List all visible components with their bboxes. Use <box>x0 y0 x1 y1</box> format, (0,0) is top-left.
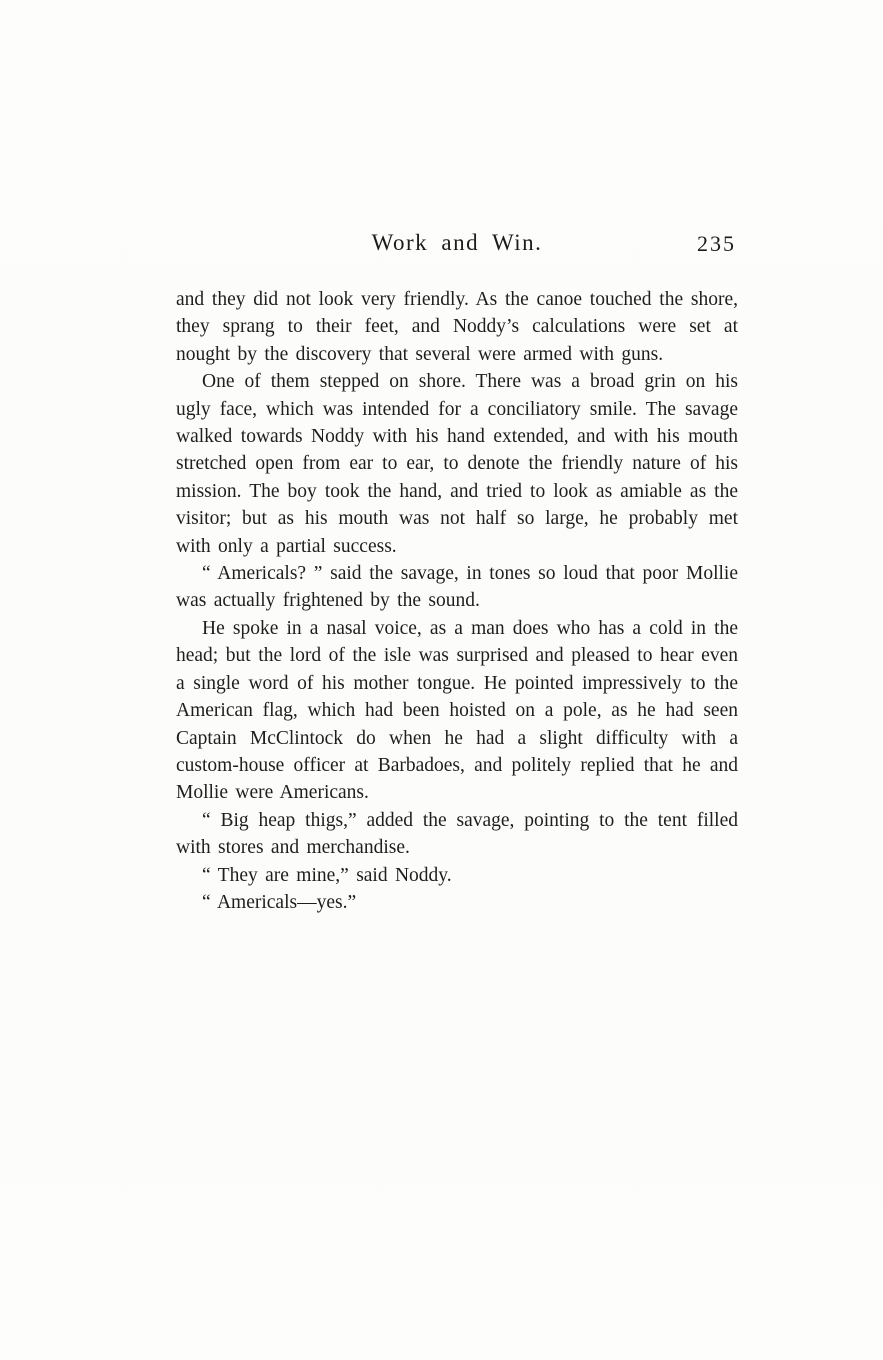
page-body <box>176 286 738 916</box>
paragraph: “ They are mine,” said Noddy. <box>202 864 452 886</box>
running-title: Work and Win. <box>371 230 543 255</box>
paragraph: One of them stepped on shore. There was a broad grin on his ugly face, which was intended for a conciliatory smile. The savage walked towards Noddy with his hand extended, and with his mouth stretched open from ear to ear, to denote the friendly nature of his mission. The boy took the hand, and tried to look as amiable as the visitor; but as his mouth was not half so large, he probably met with only a partial success. <box>176 371 738 557</box>
paragraph: “ Americals—yes.” <box>202 891 357 913</box>
page-header <box>176 230 738 264</box>
paragraph: “ Big heap thigs,” added the savage, pointing to the tent filled with stores and merchandise. <box>176 809 738 859</box>
page-number: 235 <box>697 231 736 256</box>
paragraph: “ Americals? ” said the savage, in tones so loud that poor Mollie was actually frightened by the sound. <box>176 563 738 612</box>
paragraph: He spoke in a nasal voice, as a man does who has a cold in the head; but the lord of the isle was surprised and pleased to hear even a single word of his mother tongue. He pointed impressively to the American flag, which had been hoisted on a pole, as he had seen Captain McClintock do when he had a slight difficulty with a custom-house officer at Barbadoes, and politely replied that he and Mollie were Americans. <box>176 617 738 804</box>
text-column <box>176 230 738 916</box>
paragraph: and they did not look very friendly. As the canoe touched the shore, they sprang to their feet, and Noddy’s calculations were set at nought by the discovery that several were armed with guns. <box>176 289 738 365</box>
